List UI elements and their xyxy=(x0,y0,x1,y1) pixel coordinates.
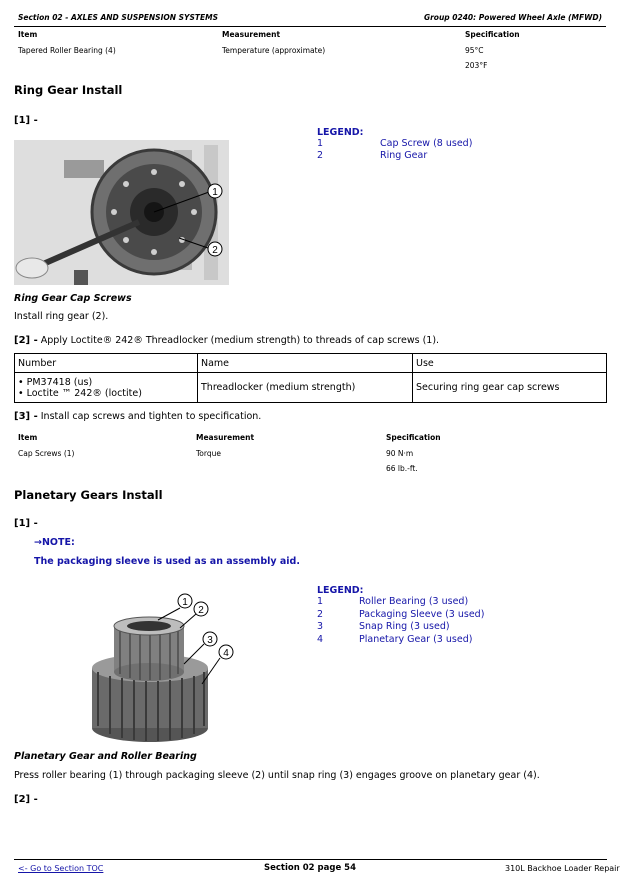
planetary-caption: Planetary Gear and Roller Bearing xyxy=(14,751,197,762)
legend-row: 1 Cap Screw (8 used) xyxy=(317,138,473,149)
col-header-specification: Specification xyxy=(386,433,441,442)
legend-row: 3 Snap Ring (3 used) xyxy=(317,621,450,632)
table-row xyxy=(15,373,607,403)
callout-1: 1 xyxy=(182,597,188,608)
legend-row: 2 Ring Gear xyxy=(317,150,428,161)
legend-title: LEGEND: xyxy=(317,127,364,138)
note-label: →NOTE: xyxy=(34,537,75,548)
part-name: Threadlocker (medium strength) xyxy=(198,373,413,403)
callout-2: 2 xyxy=(212,245,218,256)
table-header-row xyxy=(15,354,607,373)
spec-measurement: Torque xyxy=(196,449,221,458)
part-use: Securing ring gear cap screws xyxy=(413,373,607,403)
ring-gear-title: Ring Gear Install xyxy=(14,83,123,97)
ring-gear-instruction: Install ring gear (2). xyxy=(14,311,109,322)
callout-4: 4 xyxy=(223,648,229,659)
col-header-item: Item xyxy=(18,30,38,39)
legend-row: 4 Planetary Gear (3 used) xyxy=(317,633,473,645)
col-header-measurement: Measurement xyxy=(196,433,255,442)
manual-title: 310L Backhoe Loader Repair xyxy=(505,864,620,873)
ring-gear-illustration xyxy=(14,140,229,285)
planetary-step-1: [1] - xyxy=(14,518,38,529)
page-number: Section 02 page 54 xyxy=(264,863,356,873)
spec-measurement: Temperature (approximate) xyxy=(222,46,326,55)
spec-item: Cap Screws (1) xyxy=(18,449,75,458)
footer-divider xyxy=(14,859,607,860)
planetary-title: Planetary Gears Install xyxy=(14,488,163,502)
spec-value-imperial: 66 lb.-ft. xyxy=(386,464,418,473)
ring-gear-step-2: [2] - Apply Loctite® 242® Threadlocker (medium strength) to threads of cap screws (1). xyxy=(14,335,440,346)
col-header-item: Item xyxy=(18,433,38,442)
callout-1: 1 xyxy=(212,187,218,198)
th-name: Name xyxy=(198,354,413,373)
planetary-gear-illustration xyxy=(88,588,248,748)
legend-row: 1 Roller Bearing (3 used) xyxy=(317,596,469,607)
legend-row: 2 Packaging Sleeve (3 used) xyxy=(317,608,485,620)
th-number: Number xyxy=(15,354,198,373)
group-title: Group 0240: Powered Wheel Axle (MFWD) xyxy=(423,13,602,22)
ring-gear-legend xyxy=(317,127,577,162)
spec-value-imperial: 203°F xyxy=(465,61,488,70)
legend-title: LEGEND: xyxy=(317,585,364,596)
spec-value-metric: 90 N·m xyxy=(386,449,414,458)
planetary-legend xyxy=(317,585,597,646)
planetary-instruction: Press roller bearing (1) through packaging sleeve (2) until snap ring (3) engages groove on planetary gear (4). xyxy=(14,770,540,781)
part-numbers: • PM37418 (us) • Loctite ™ 242® (loctite) xyxy=(15,373,198,403)
note-text: The packaging sleeve is used as an assembly aid. xyxy=(34,556,300,567)
th-use: Use xyxy=(413,354,607,373)
spec-value-metric: 95°C xyxy=(465,46,484,55)
callout-3: 3 xyxy=(207,635,213,646)
section-toc-link[interactable]: <- Go to Section TOC xyxy=(18,864,104,873)
spec-item: Tapered Roller Bearing (4) xyxy=(18,46,116,55)
col-header-specification: Specification xyxy=(465,30,520,39)
ring-gear-step-1: [1] - xyxy=(14,115,38,126)
ring-gear-step-3: [3] - Install cap screws and tighten to specification. xyxy=(14,411,262,422)
planetary-step-2: [2] - xyxy=(14,794,38,805)
page-header xyxy=(14,10,606,27)
section-title: Section 02 - AXLES AND SUSPENSION SYSTEMS xyxy=(18,13,218,22)
ring-gear-caption: Ring Gear Cap Screws xyxy=(14,293,132,304)
callout-2: 2 xyxy=(198,605,204,616)
parts-table xyxy=(14,353,607,403)
col-header-measurement: Measurement xyxy=(222,30,281,39)
